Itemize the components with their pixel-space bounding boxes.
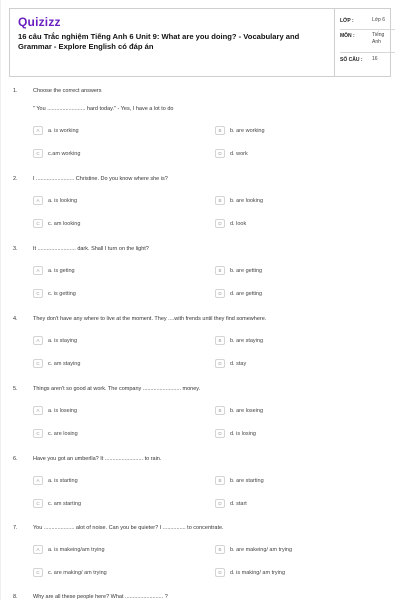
left-edge xyxy=(0,0,1,600)
option-text: d. start xyxy=(230,500,247,507)
option-letter: C xyxy=(33,149,43,158)
option-text: d. is losing xyxy=(230,430,256,437)
question-number: 1. xyxy=(13,88,18,94)
question-number: 6. xyxy=(13,456,18,462)
option-text: b. are makeing/ am trying xyxy=(230,546,293,553)
option-text: d. work xyxy=(230,150,248,157)
subject-value: Tiếng Anh xyxy=(372,32,385,45)
option-letter: B xyxy=(215,476,225,485)
question-text: Things aren't so good at work. The company ......................... money. xyxy=(33,386,201,392)
question-text: Have you got an umberlla? It ......................... to rain. xyxy=(33,456,162,462)
option-c[interactable] xyxy=(33,219,80,228)
grade-label: LỚP : xyxy=(340,18,354,24)
grade-value: Lớp 6 xyxy=(372,17,386,23)
option-d[interactable] xyxy=(215,219,246,228)
option-text: d. look xyxy=(230,220,247,227)
quizizz-logo: Quizizz xyxy=(18,15,61,29)
option-letter: A xyxy=(33,406,43,415)
question-text: You .................... alot of noise. Can you be quieter? I ............... to concentrate. xyxy=(33,525,224,531)
option-a[interactable] xyxy=(33,126,79,135)
question-number: 4. xyxy=(13,316,18,322)
option-text: c.am working xyxy=(48,150,81,157)
option-letter: B xyxy=(215,336,225,345)
option-text: b. are looking xyxy=(230,197,264,204)
option-d[interactable] xyxy=(215,429,256,438)
option-c[interactable] xyxy=(33,429,78,438)
question-number: 5. xyxy=(13,386,18,392)
option-letter: B xyxy=(215,126,225,135)
option-b[interactable] xyxy=(215,196,263,205)
option-letter: D xyxy=(215,359,225,368)
option-text: b. are getting xyxy=(230,267,263,274)
option-letter: A xyxy=(33,476,43,485)
option-text: d. stay xyxy=(230,360,247,367)
option-text: b. are working xyxy=(230,127,265,134)
question-number: 3. xyxy=(13,246,18,252)
option-letter: B xyxy=(215,266,225,275)
option-c[interactable] xyxy=(33,499,81,508)
option-letter: A xyxy=(33,196,43,205)
option-text: c. am looking xyxy=(48,220,81,227)
option-letter: A xyxy=(33,336,43,345)
option-letter: C xyxy=(33,568,43,577)
option-text: b. are starting xyxy=(230,477,264,484)
option-letter: C xyxy=(33,499,43,508)
count-label: SỐ CÂU : xyxy=(340,57,363,63)
option-letter: D xyxy=(215,149,225,158)
option-letter: B xyxy=(215,545,225,554)
option-text: b. are staying xyxy=(230,337,264,344)
header-divider xyxy=(334,9,335,76)
question-text: Choose the correct answers xyxy=(33,88,102,94)
meta-separator xyxy=(340,29,395,30)
option-letter: C xyxy=(33,289,43,298)
question-number: 7. xyxy=(13,525,18,531)
option-d[interactable] xyxy=(215,149,248,158)
question-number: 8. xyxy=(13,594,18,600)
option-c[interactable] xyxy=(33,568,107,577)
option-text: d. is making/ am trying xyxy=(230,569,286,576)
worksheet-title: 16 câu Trắc nghiệm Tiếng Anh 6 Unit 9: What are you doing? - Vocabulary and Grammar - Explore English có đáp án xyxy=(18,32,300,51)
option-letter: A xyxy=(33,266,43,275)
option-text: c. is getting xyxy=(48,290,76,297)
option-text: a. is geting xyxy=(48,267,75,274)
question-text: It ......................... dark. Shall I turn on the light? xyxy=(33,246,149,252)
option-d[interactable] xyxy=(215,499,247,508)
option-text: a. is working xyxy=(48,127,79,134)
option-text: a. is looking xyxy=(48,197,78,204)
option-c[interactable] xyxy=(33,359,80,368)
count-value: 16 xyxy=(372,56,378,62)
option-b[interactable] xyxy=(215,476,264,485)
option-letter: A xyxy=(33,126,43,135)
option-b[interactable] xyxy=(215,336,263,345)
option-a[interactable] xyxy=(33,476,78,485)
option-a[interactable] xyxy=(33,406,77,415)
option-text: a. is staying xyxy=(48,337,78,344)
question-text: I ......................... Christine. Do you know where she is? xyxy=(33,176,168,182)
subject-label: MÔN : xyxy=(340,33,355,39)
option-c[interactable] xyxy=(33,289,76,298)
option-d[interactable] xyxy=(215,289,262,298)
worksheet-header xyxy=(9,8,391,77)
option-c[interactable] xyxy=(33,149,80,158)
option-letter: C xyxy=(33,429,43,438)
option-letter: B xyxy=(215,406,225,415)
option-letter: D xyxy=(215,499,225,508)
option-letter: D xyxy=(215,429,225,438)
question-number: 2. xyxy=(13,176,18,182)
option-letter: B xyxy=(215,196,225,205)
option-text: b. are loseing xyxy=(230,407,264,414)
meta-separator xyxy=(340,52,395,53)
option-b[interactable] xyxy=(215,545,292,554)
option-letter: C xyxy=(33,219,43,228)
option-b[interactable] xyxy=(215,126,265,135)
question-text: Why are all these people here? What ......................... ? xyxy=(33,594,168,600)
option-d[interactable] xyxy=(215,359,246,368)
question-text: They don't have any where to live at the moment. They ....with frends until they find somewhere. xyxy=(33,316,267,322)
option-text: c. am staying xyxy=(48,360,81,367)
option-b[interactable] xyxy=(215,406,263,415)
option-letter: A xyxy=(33,545,43,554)
option-a[interactable] xyxy=(33,266,75,275)
option-text: c. am starting xyxy=(48,500,82,507)
option-a[interactable] xyxy=(33,336,77,345)
option-a[interactable] xyxy=(33,196,77,205)
option-text: a. is makeing/am trying xyxy=(48,546,105,553)
option-letter: C xyxy=(33,359,43,368)
option-a[interactable] xyxy=(33,545,105,554)
option-text: a. is loseing xyxy=(48,407,78,414)
option-text: c. are losing xyxy=(48,430,78,437)
question-text: " You ......................... hard today." - Yes, I have a lot to do xyxy=(33,106,174,112)
option-b[interactable] xyxy=(215,266,262,275)
option-text: a. is starting xyxy=(48,477,78,484)
option-text: c. are making/ am trying xyxy=(48,569,107,576)
option-d[interactable] xyxy=(215,568,285,577)
option-letter: D xyxy=(215,219,225,228)
option-letter: D xyxy=(215,289,225,298)
option-text: d. are getting xyxy=(230,290,263,297)
option-letter: D xyxy=(215,568,225,577)
